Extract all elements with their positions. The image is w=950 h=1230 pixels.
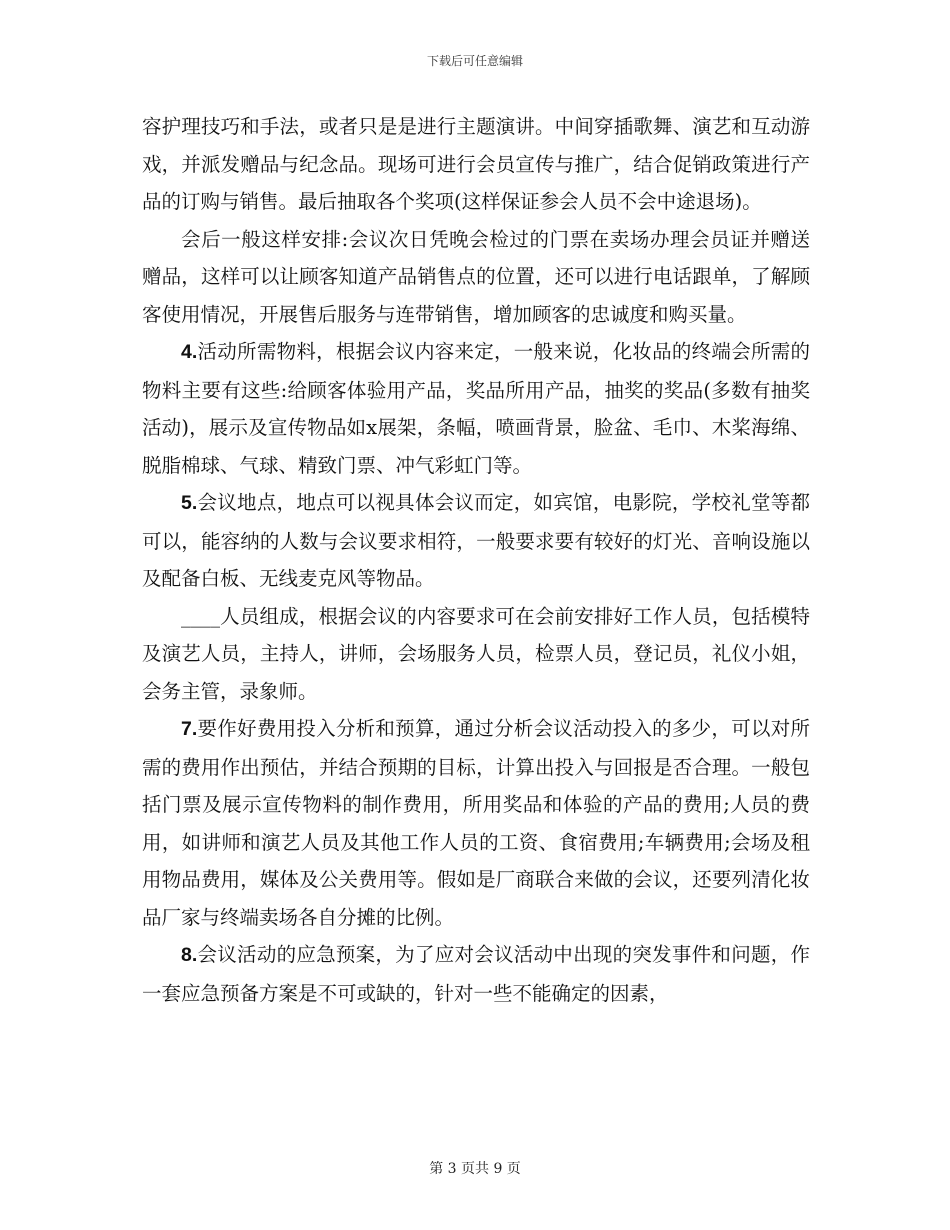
paragraph-text: 会议活动的应急预案，为了应对会议活动中出现的突发事件和问题，作一套应急预备方案是不可或缺的，针对一些不能确定的因素，	[142, 943, 810, 1005]
paragraph-item-5	[142, 484, 810, 598]
paragraph-text: 活动所需物料，根据会议内容来定，一般来说，化妆品的终端会所需的物料主要有这些:给顾客体验用产品，奖品所用产品，抽奖的奖品(多数有抽奖活动)，展示及宣传物品如x展架，条幅，喷画背景，脸盆、毛巾、木桨海绵、脱脂棉球、气球、精致门票、冲气彩虹门等。	[142, 340, 810, 477]
paragraph-text: 会议地点，地点可以视具体会议而定，如宾馆，电影院，学校礼堂等都可以，能容纳的人数与会议要求相符，一般要求要有较好的灯光、音响设施以及配备白板、无线麦克风等物品。	[142, 491, 810, 590]
paragraph-text: ____人员组成，根据会议的内容要求可在会前安排好工作人员，包括模特及演艺人员，主持人，讲师，会场服务人员，检票人员，登记员，礼仪小姐，会务主管，录象师。	[142, 604, 810, 703]
paragraph-text: 要作好费用投入分析和预算，通过分析会议活动投入的多少，可以对所需的费用作出预估，并结合预期的目标，计算出投入与回报是否合理。一般包括门票及展示宣传物料的制作费用，所用奖品和体验的产品的费用;人员的费用，如讲师和演艺人员及其他工作人员的工资、食宿费用;车辆费用;会场及租用物品费用，媒体及公关费用等。假如是厂商联合来做的会议，还要列清化妆品厂家与终端卖场各自分摊的比例。	[142, 717, 810, 929]
item-number: 7.	[181, 718, 198, 740]
paragraph-item-4	[142, 333, 810, 484]
item-number: 8.	[181, 944, 198, 966]
paragraph-continuation	[142, 108, 810, 221]
paragraph-text: 会后一般这样安排:会议次日凭晚会检过的门票在卖场办理会员证并赠送赠品，这样可以让顾客知道产品销售点的位置，还可以进行电话跟单，了解顾客使用情况，开展售后服务与连带销售，增加顾客的忠诚度和购买量。	[142, 227, 810, 326]
paragraph-staffing	[142, 598, 810, 711]
item-number: 5.	[181, 492, 198, 514]
document-body	[142, 108, 810, 1012]
page-header: 下载后可任意编辑	[426, 54, 523, 68]
item-number: 4.	[181, 341, 198, 363]
paragraph-text: 容护理技巧和手法，或者只是是进行主题演讲。中间穿插歌舞、演艺和互动游戏，并派发赠品与纪念品。现场可进行会员宣传与推广，结合促销政策进行产品的订购与销售。最后抽取各个奖项(这样保证参会人员不会中途退场)。	[142, 115, 810, 213]
page-number: 第 3 页共 9 页	[429, 1161, 521, 1177]
paragraph-item-7	[142, 710, 810, 936]
paragraph-after-meeting	[142, 221, 810, 334]
paragraph-item-8	[142, 936, 810, 1012]
